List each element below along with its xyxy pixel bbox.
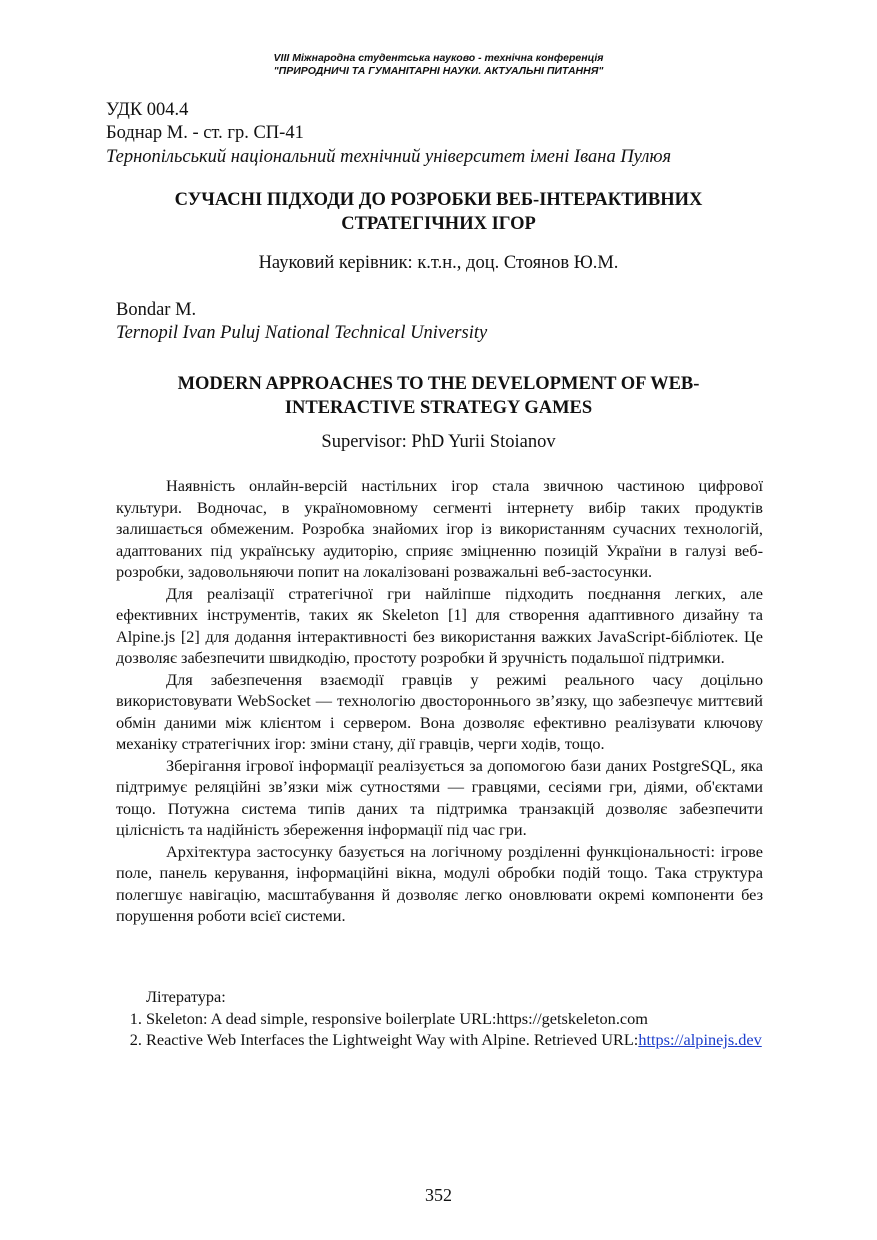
paragraph: Архітектура застосунку базується на логічному розділенні функціональності: ігрове поле, панель керування, інформаційні вікна, модулі обробки подій тощо. Така структура полегшує навігацію, масштабування й дозволяє легко оновлювати окремі компоненти без порушення роботи всієї системи. (116, 841, 763, 925)
paragraph: Для забезпечення взаємодії гравців у режимі реального часу доцільно використовувати WebSocket — технологію двостороннього зв’язку, що забезпечує миттєвий обмін даними між клієнтом і сервером. Вона дозволяє ефективно реалізувати ключову механіку стратегічних ігор: зміни стану, дії гравців, черги ходів, тощо. (116, 669, 763, 753)
title-ua-line1: СУЧАСНІ ПІДХОДИ ДО РОЗРОБКИ ВЕБ-ІНТЕРАКТИВНИХ (174, 190, 703, 210)
university-ua: Тернопільський національний технічний університет імені Івана Пулюя (106, 147, 672, 167)
reference-link[interactable]: https://alpinejs.dev (638, 1030, 762, 1049)
udk-code: УДК 004.4 (106, 100, 189, 120)
supervisor-ua: Науковий керівник: к.т.н., доц. Стоянов Ю.М. (258, 253, 619, 273)
conference-name: VIII Міжнародна студентська науково - технічна конференція (273, 52, 604, 64)
references-heading: Література: (146, 987, 226, 1006)
references-list (116, 1008, 763, 1051)
body-text (116, 475, 763, 927)
author-ua: Боднар М. - ст. гр. СП-41 (106, 123, 304, 143)
reference-item (146, 1008, 763, 1030)
title-en (106, 372, 771, 420)
references-section (116, 986, 763, 1051)
reference-text: Reactive Web Interfaces the Lightweight Way with Alpine. Retrieved URL: (146, 1030, 639, 1049)
paragraph: Зберігання ігрової інформації реалізується за допомогою бази даних PostgreSQL, яка підтримує реляційні зв’язки між сутностями — гравцями, сесіями гри, діями, об'єктами тощо. Потужна система типів даних та підтримка транзакцій дозволяє забезпечити цілісність та надійність збереження інформації під час гри. (116, 755, 763, 839)
author-en: Bondar M. (116, 300, 197, 320)
title-en-line2: INTERACTIVE STRATEGY GAMES (284, 398, 593, 418)
university-en: Ternopil Ivan Puluj National Technical University (116, 323, 488, 343)
conference-header (0, 52, 877, 78)
title-ua-line2: СТРАТЕГІЧНИХ ІГОР (341, 214, 536, 234)
supervisor-en: Supervisor: PhD Yurii Stoianov (321, 432, 556, 452)
paragraph: Наявність онлайн-версій настільних ігор стала звичною частиною цифрової культури. Водночас, в україномовному сегменті інтернету вибір таких продуктів залишається обмеженим. Розробка знайомих ігор із використанням сучасних технологій, адаптованих під українську аудиторію, сприяє зміцненню позицій України в галузі веб- розробки, задовольняючи попит на локалізовані розважальні веб-застосунки. (116, 476, 763, 581)
page-number: 352 (425, 1185, 452, 1205)
reference-item (146, 1029, 763, 1051)
conference-theme: "ПРИРОДНИЧІ ТА ГУМАНІТАРНІ НАУКИ. АКТУАЛЬНІ ПИТАННЯ" (273, 65, 604, 77)
title-ua (106, 188, 771, 236)
title-en-line1: MODERN APPROACHES TO THE DEVELOPMENT OF WEB- (177, 374, 700, 394)
paragraph: Для реалізації стратегічної гри найліпше підходить поєднання легких, але ефективних інструментів, таких як Skeleton [1] для створення адаптивного дизайну та Alpine.js [2] для додання інтерактивності без використання важких JavaScript-бібліотек. Це дозволяє забезпечити швидкодію, простоту розробки й зручність подальшої підтримки. (116, 583, 763, 667)
reference-text: Skeleton: A dead simple, responsive boilerplate URL:https://getskeleton.com (146, 1008, 648, 1028)
